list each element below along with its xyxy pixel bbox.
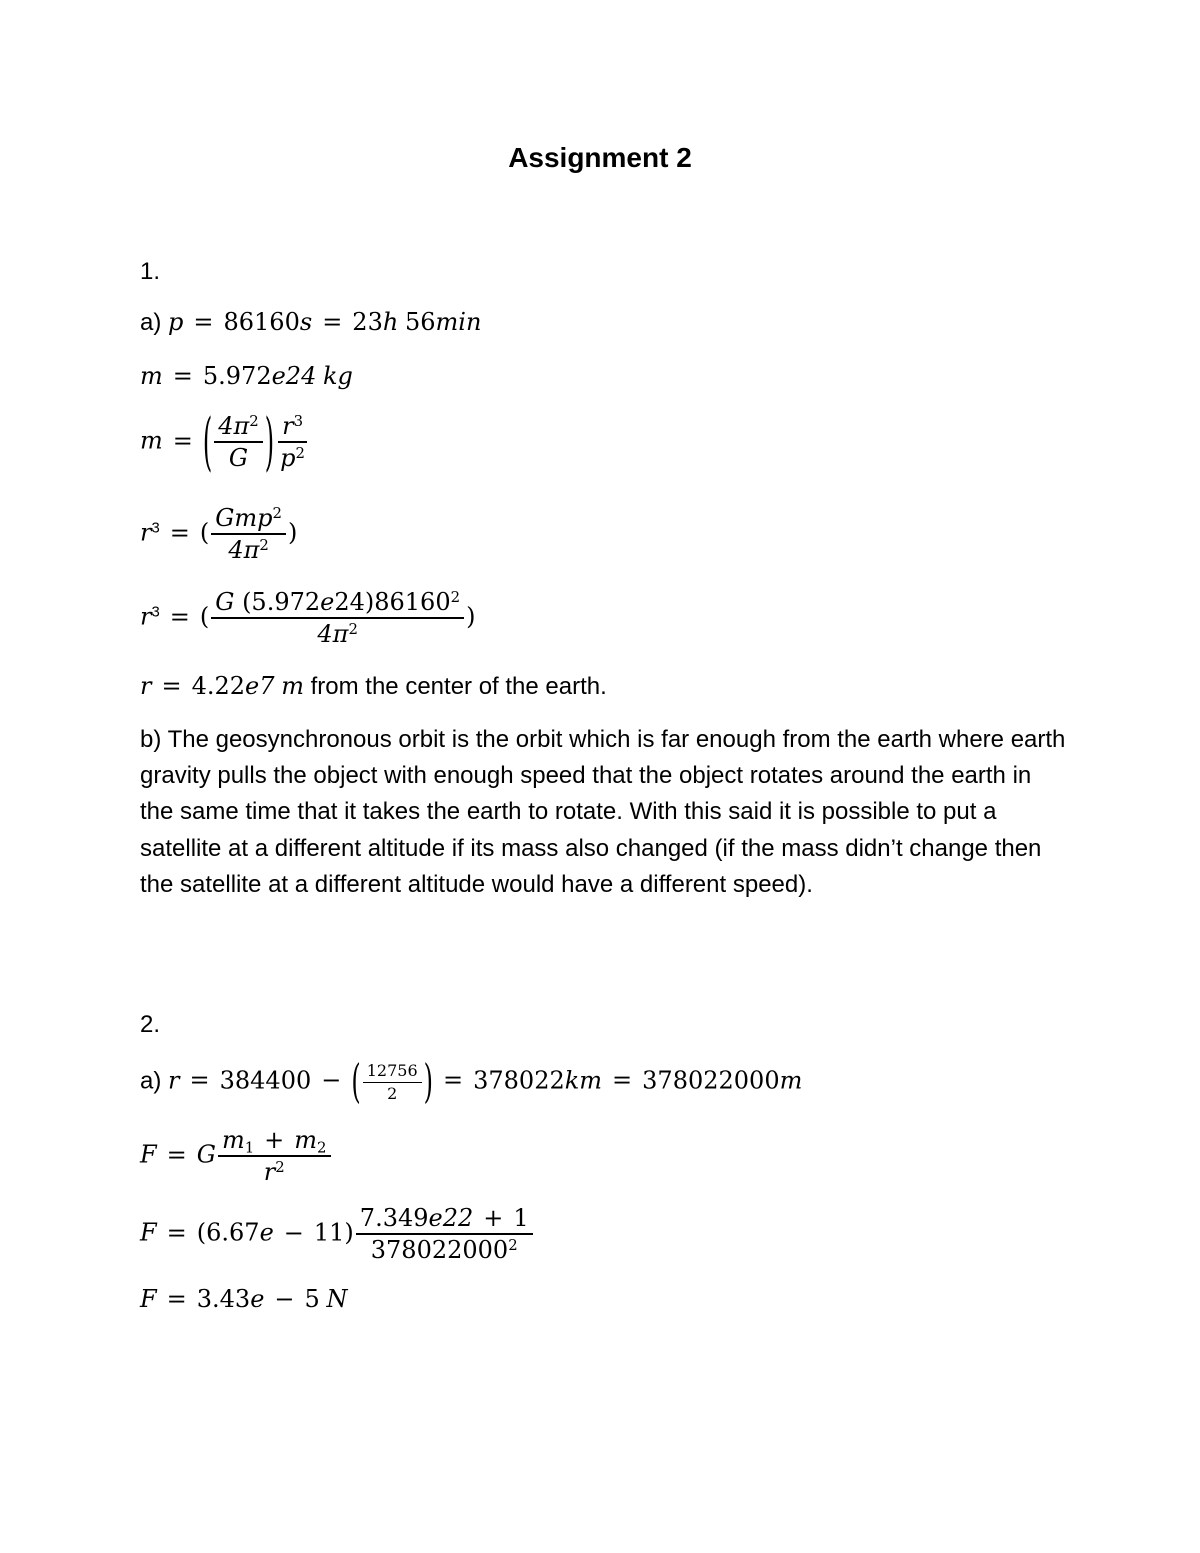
q1a-mass-equation: m = 5.972e24 kg: [140, 362, 353, 390]
mass-exp: e24: [271, 362, 317, 390]
q2a-label: a): [140, 1067, 162, 1095]
unit-h: h: [382, 308, 399, 336]
question-1-number: 1.: [140, 258, 161, 285]
fraction-substituted-values: $\frac{G (5.972e24)86160^2}{4\pi^2}$: [211, 589, 464, 648]
q1a-mass-formula: m = ( $\frac{4\pi^2}{G}$ ) $\frac{r^3}{p^2}$: [140, 413, 311, 472]
fraction-gmp2-over-4pi2: $\frac{Gmp^2}{4\pi^2}$: [211, 505, 286, 564]
q2a-force-formula: F = G $\frac{m_1 + m_2}{r^2}$: [140, 1127, 333, 1186]
fraction-earth-radius: $\frac{12756}{2}$: [363, 1062, 422, 1102]
fraction-4pi2-over-G: $\frac{4\pi^2}{G}$: [214, 413, 263, 472]
fraction-force-values: $\frac{7.349e22 + 1}{378022000^2}$: [356, 1205, 533, 1264]
q2a-force-substitution: F = (6.67e − 11) $\frac{7.349e22 + 1}{378022000^2}$: [140, 1205, 535, 1264]
q2a-r-equation: a) r = 384400 − ( $\frac{12756}{2}$ ) = 378022km = 378022000m: [140, 1055, 803, 1109]
period-seconds: 86160: [223, 308, 300, 336]
question-2-number: 2.: [140, 1011, 161, 1038]
q1a-r-result: r = 4.22e7 m from the center of the earth.: [140, 672, 607, 700]
mass-value: 5.972: [202, 362, 272, 390]
unit-s: s: [299, 308, 313, 336]
mass-formula-var: m: [140, 426, 163, 455]
q1b-explanation: b) The geosynchronous orbit is the orbit which is far enough from the earth where earth gravity pulls the object with enough speed that the object rotates around the earth in the same time that it takes the earth to rotate. With this said it is possible to put a satellite at a different altitude if its mass also changed (if the mass didn’t change then the satellite at a different altitude would have a different speed).: [140, 726, 1066, 898]
q1a-label: a): [140, 309, 162, 336]
mass-unit: kg: [323, 362, 353, 390]
period-var: p: [168, 308, 184, 336]
q1a-period-equation: a) p = 86160s = 23h 56min: [140, 308, 482, 336]
q2a-force-result: F = 3.43e − 5 N: [140, 1285, 348, 1313]
fraction-masses-over-r2: $\frac{m_1 + m_2}{r^2}$: [218, 1127, 331, 1186]
q1a-r3-formula: $r^3$ = ( $\frac{Gmp^2}{4\pi^2}$ ): [140, 503, 298, 565]
fraction-r3-over-p2: $\frac{r^3}{p^2}$: [276, 413, 309, 472]
unit-min: min: [435, 308, 482, 336]
period-minutes: 56: [404, 308, 436, 336]
mass-var: m: [140, 362, 163, 390]
period-hours: 23: [352, 308, 383, 336]
q1a-r3-substitution: $r^3$ = ( $\frac{G (5.972e24)86160^2}{4\pi^2}$ ): [140, 587, 476, 649]
r-result-suffix: from the center of the earth.: [310, 673, 607, 700]
document-title: Assignment 2: [508, 142, 692, 173]
